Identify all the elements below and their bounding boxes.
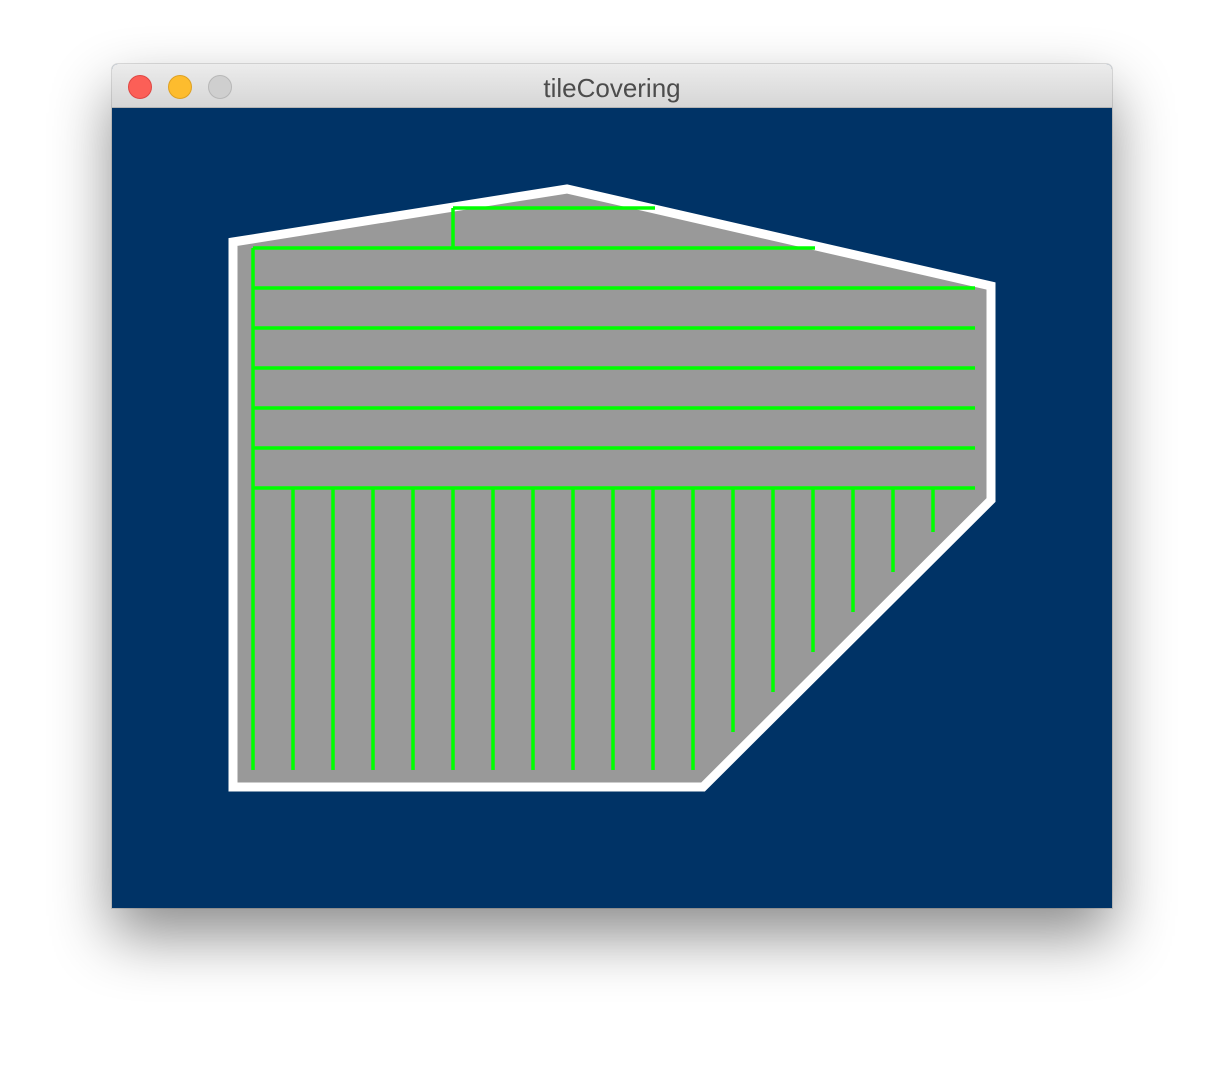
- drawing-canvas: [112, 108, 1112, 908]
- title-bar[interactable]: [112, 64, 1112, 108]
- window-title: tileCovering: [543, 73, 681, 103]
- app-window: [112, 64, 1112, 908]
